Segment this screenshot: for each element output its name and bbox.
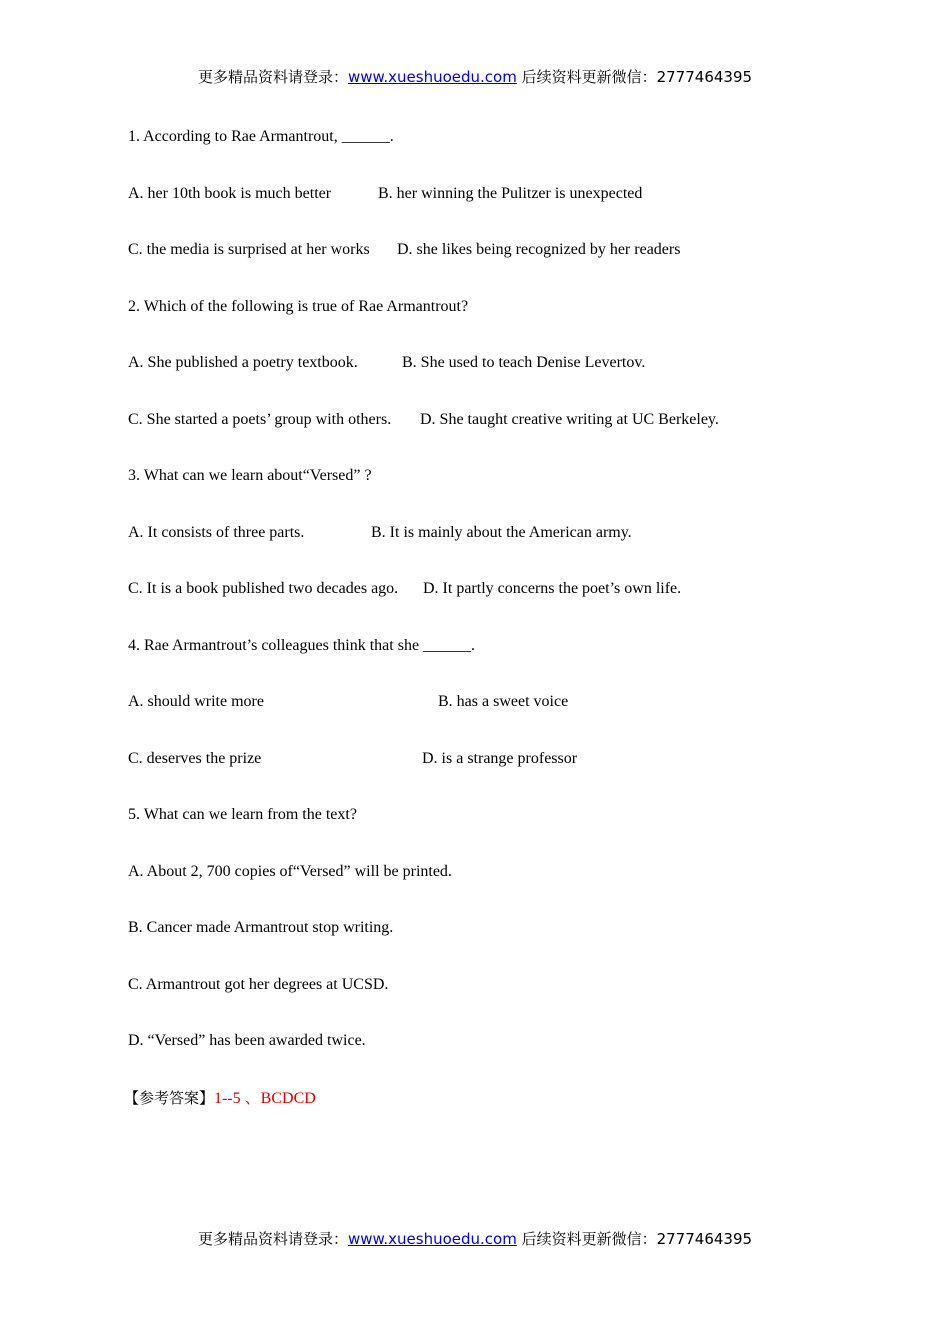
q3-option-c: C. It is a book published two decades ago. bbox=[128, 580, 399, 597]
footer-link[interactable]: www.xueshuoedu.com bbox=[347, 1230, 517, 1248]
header-link[interactable]: www.xueshuoedu.com bbox=[347, 68, 517, 86]
question-5-stem: 5. What can we learn from the text? bbox=[128, 806, 357, 823]
footer-prefix: 更多精品资料请登录： bbox=[197, 1230, 348, 1248]
page-header bbox=[0, 66, 950, 87]
q3-option-b: B. It is mainly about the American army. bbox=[371, 524, 632, 541]
q4-option-d: D. is a strange professor bbox=[422, 750, 578, 767]
q4-option-a: A. should write more bbox=[128, 693, 264, 710]
q5-option-b: B. Cancer made Armantrout stop writing. bbox=[128, 919, 394, 936]
page-footer bbox=[0, 1228, 950, 1249]
question-4-stem: 4. Rae Armantrout’s colleagues think that she ______. bbox=[128, 637, 476, 654]
q4-option-b: B. has a sweet voice bbox=[438, 693, 569, 710]
q1-option-b: B. her winning the Pulitzer is unexpected bbox=[378, 185, 643, 202]
question-2-stem: 2. Which of the following is true of Rae Armantrout? bbox=[128, 298, 469, 315]
q3-option-a: A. It consists of three parts. bbox=[128, 524, 305, 541]
q1-option-c: C. the media is surprised at her works bbox=[128, 241, 370, 258]
q1-option-d: D. she likes being recognized by her readers bbox=[397, 241, 681, 258]
answer-value: 1--5 、BCDCD bbox=[214, 1090, 316, 1107]
q5-option-c: C. Armantrout got her degrees at UCSD. bbox=[128, 976, 389, 993]
q3-option-d: D. It partly concerns the poet’s own life. bbox=[423, 580, 682, 597]
header-prefix: 更多精品资料请登录： bbox=[197, 68, 348, 86]
q4-option-c: C. deserves the prize bbox=[128, 750, 262, 767]
question-3-stem: 3. What can we learn about“Versed” ? bbox=[128, 467, 372, 484]
answer-key bbox=[124, 1088, 316, 1109]
q2-option-c: C. She started a poets’ group with others. bbox=[128, 411, 392, 428]
q5-option-a: A. About 2, 700 copies of“Versed” will be printed. bbox=[128, 863, 452, 880]
header-suffix: 后续资料更新微信：2777464395 bbox=[516, 68, 753, 86]
q5-option-d: D. “Versed” has been awarded twice. bbox=[128, 1032, 366, 1049]
q2-option-b: B. She used to teach Denise Levertov. bbox=[402, 354, 646, 371]
q2-option-a: A. She published a poetry textbook. bbox=[128, 354, 358, 371]
question-1-stem: 1. According to Rae Armantrout, ______. bbox=[128, 128, 394, 145]
footer-suffix: 后续资料更新微信：2777464395 bbox=[516, 1230, 753, 1248]
answer-label: 【参考答案】 bbox=[124, 1089, 215, 1107]
q2-option-d: D. She taught creative writing at UC Berkeley. bbox=[420, 411, 719, 428]
q1-option-a: A. her 10th book is much better bbox=[128, 185, 332, 202]
